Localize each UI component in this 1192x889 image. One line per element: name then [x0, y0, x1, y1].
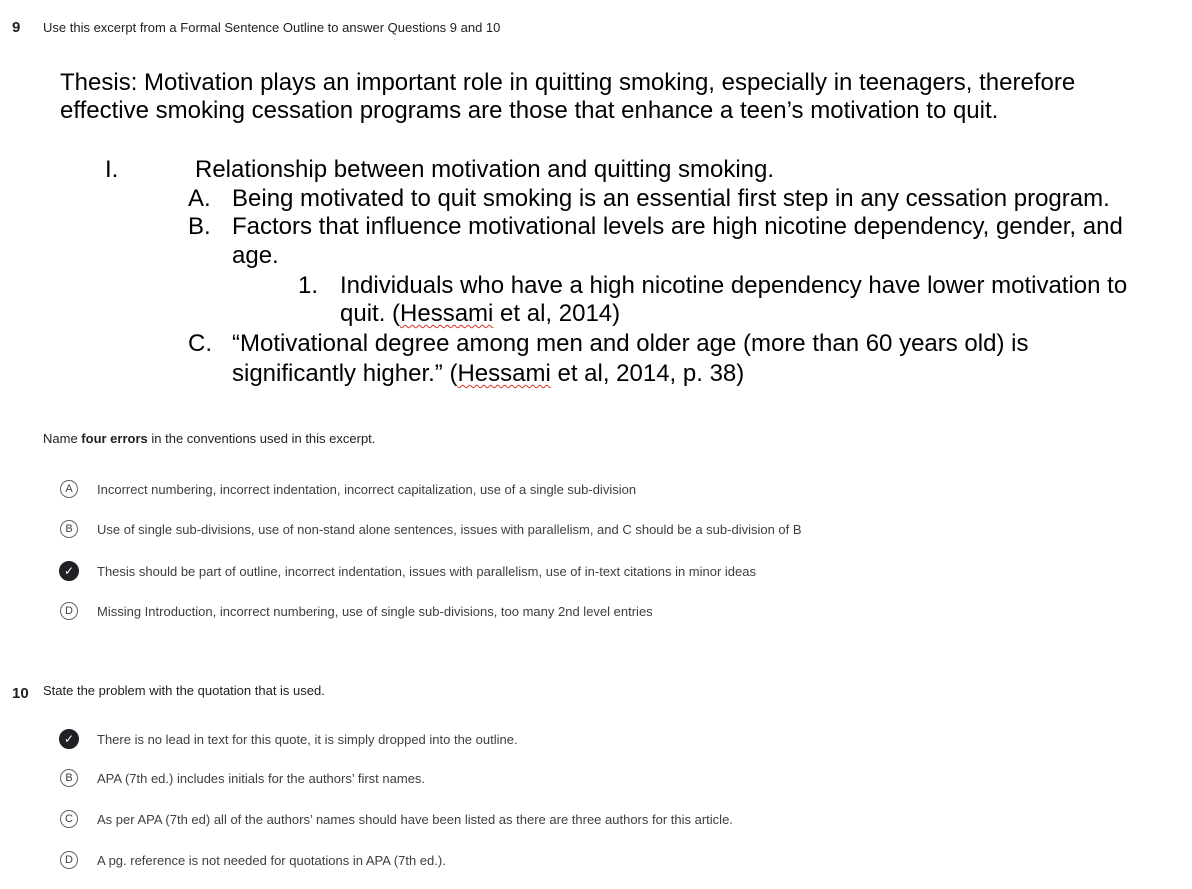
question-10-prompt: State the problem with the quotation that is used.	[43, 683, 325, 698]
outline-1-text-2	[340, 300, 620, 328]
text: Name	[43, 431, 82, 446]
answer-option[interactable]	[60, 480, 636, 498]
outline-c-label: C.	[188, 330, 212, 357]
answer-option[interactable]	[60, 769, 425, 787]
question-number-10: 10	[12, 685, 29, 702]
option-letter-badge: C	[60, 810, 78, 828]
misspelled-author: Hessami	[400, 300, 494, 327]
option-letter-badge: A	[60, 480, 78, 498]
text: et al, 2014, p. 38)	[550, 360, 745, 387]
outline-1-label: 1.	[298, 272, 319, 299]
outline-i-label: I.	[105, 156, 119, 183]
text: et al, 2014)	[493, 300, 621, 327]
text: significantly higher.” (	[232, 360, 458, 387]
emphasis: four errors	[81, 431, 148, 446]
option-letter-badge: D	[60, 851, 78, 869]
question-9-text	[43, 431, 375, 446]
outline-b-label: B.	[188, 213, 211, 240]
outline-a-label: A.	[188, 185, 211, 212]
outline-b-text-2: age.	[232, 242, 279, 269]
outline-c-text: “Motivational degree among men and older age (more than 60 years old) is	[232, 330, 1029, 357]
answer-option[interactable]	[60, 810, 733, 828]
checkmark-icon: ✓	[59, 561, 79, 581]
outline-a-text: Being motivated to quit smoking is an essential first step in any cessation program.	[232, 185, 1110, 212]
text: in the conventions used in this excerpt.	[147, 431, 376, 446]
option-letter-badge: B	[60, 520, 78, 538]
misspelled-author: Hessami	[457, 360, 551, 387]
option-text: A pg. reference is not needed for quotations in APA (7th ed.).	[97, 852, 446, 868]
option-text: There is no lead in text for this quote, it is simply dropped into the outline.	[97, 731, 518, 747]
outline-c-text-2	[232, 360, 744, 388]
option-letter-badge: B	[60, 769, 78, 787]
option-letter-badge: D	[60, 602, 78, 620]
thesis-line-1: Thesis: Motivation plays an important role in quitting smoking, especially in teenagers, therefore	[60, 69, 1076, 96]
question-number-9: 9	[12, 19, 21, 36]
text: quit. (	[340, 300, 401, 327]
option-text: As per APA (7th ed) all of the authors’ names should have been listed as there are three authors for this article.	[97, 811, 733, 827]
outline-i-text: Relationship between motivation and quitting smoking.	[195, 156, 775, 183]
thesis-line-2: effective smoking cessation programs are those that enhance a teen’s motivation to quit.	[60, 97, 999, 124]
option-text: Thesis should be part of outline, incorrect indentation, issues with parallelism, use of in-text citations in minor ideas	[97, 563, 756, 579]
outline-b-text: Factors that influence motivational levels are high nicotine dependency, gender, and	[232, 213, 1123, 240]
answer-option[interactable]	[60, 602, 653, 620]
option-text: APA (7th ed.) includes initials for the authors’ first names.	[97, 770, 426, 786]
answer-option[interactable]	[60, 561, 756, 581]
question-9-prompt: Use this excerpt from a Formal Sentence Outline to answer Questions 9 and 10	[43, 20, 501, 35]
option-text: Use of single sub-divisions, use of non-stand alone sentences, issues with parallelism, and C should be a sub-division of B	[97, 521, 802, 537]
option-text: Incorrect numbering, incorrect indentation, incorrect capitalization, use of a single sub-division	[97, 481, 637, 497]
answer-option[interactable]	[60, 729, 518, 749]
option-text: Missing Introduction, incorrect numbering, use of single sub-divisions, too many 2nd level entries	[97, 603, 653, 619]
answer-option[interactable]	[60, 520, 802, 538]
answer-option[interactable]	[60, 851, 446, 869]
outline-1-text: Individuals who have a high nicotine dependency have lower motivation to	[340, 272, 1128, 299]
checkmark-icon: ✓	[59, 729, 79, 749]
